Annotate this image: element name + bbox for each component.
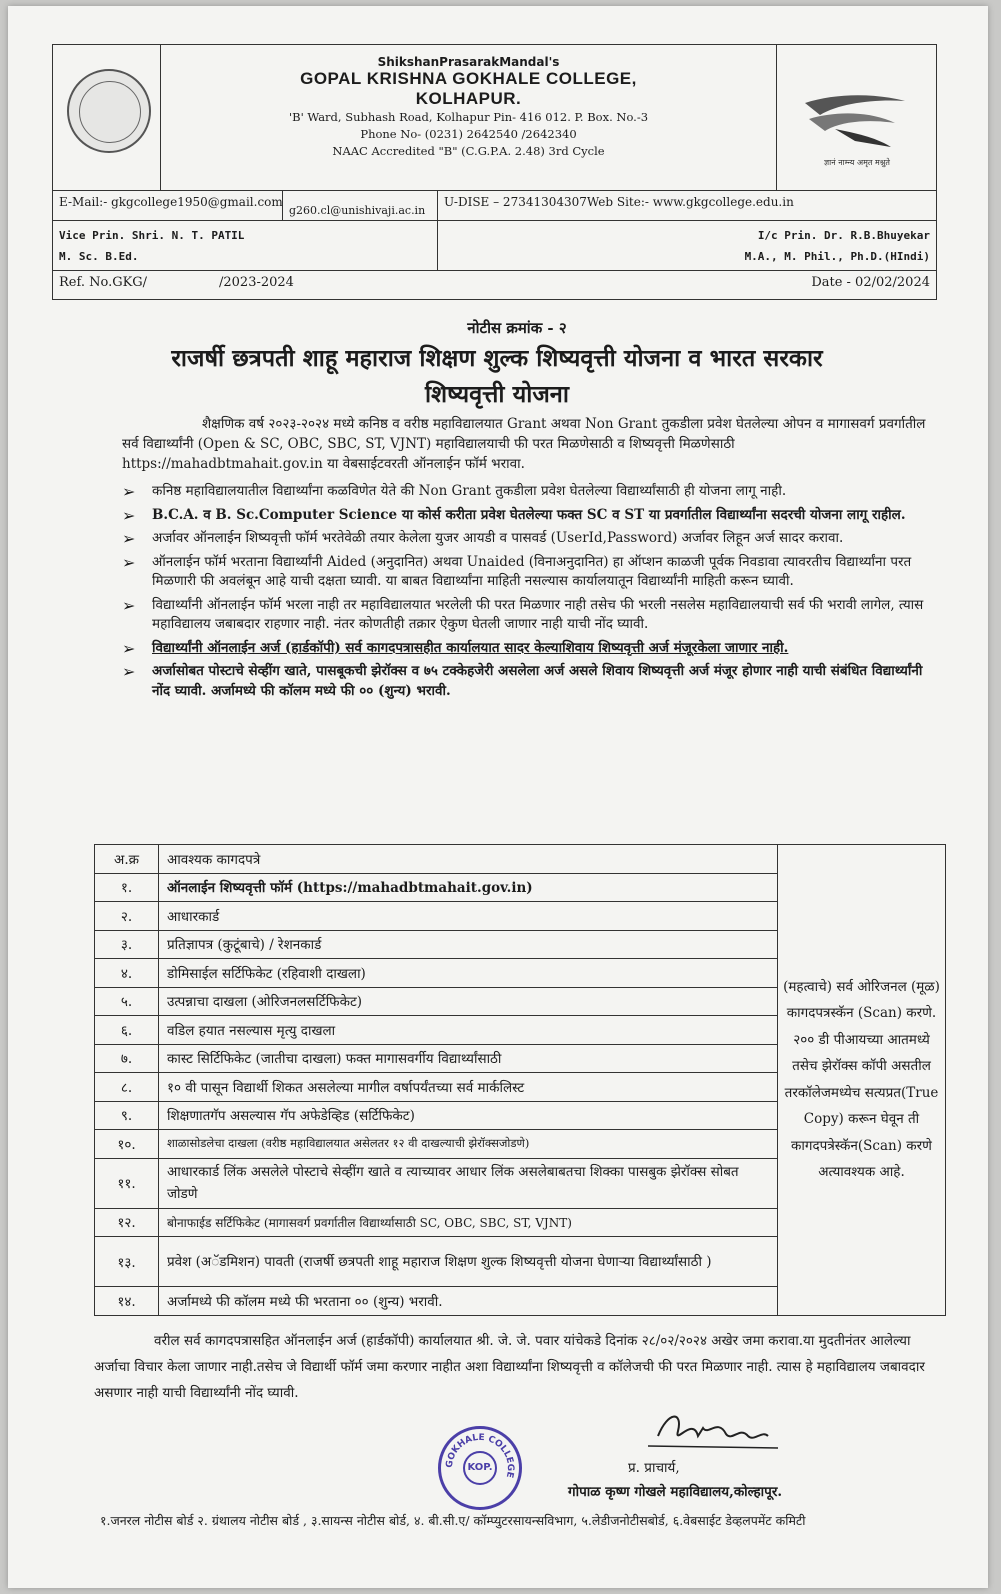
college-phone: Phone No- (0231) 2642540 /2642340: [360, 127, 577, 141]
vice-principal-qualification: M. Sc. B.Ed.: [59, 250, 139, 263]
instruction-item: [122, 482, 932, 502]
important-scan-note: (महत्वाचे) सर्व ओरिजनल (मूळ) कागदपत्रस्कॅन (Scan) करणे. २०० डी पीआयच्या आतमध्ये तसेच झेरॉक्स कॉपी असतील तरकॉलेजमध्येच सत्यप्रत(True Copy) करून घेवून ती कागदपत्रेस्कॅन(Scan) करणे अत्यावश्यक आहे.: [778, 845, 946, 1316]
college-emblem-box: [53, 45, 161, 191]
row-serial: १२.: [95, 1208, 159, 1237]
svg-text:GOKHALE COLLEGE: GOKHALE COLLEGE: [444, 1432, 516, 1479]
reference-number: Ref. No.GKG/: [59, 275, 148, 290]
college-logo-icon: [795, 93, 915, 153]
college-address: 'B' Ward, Subhash Road, Kolhapur Pin- 416 012. P. Box. No.-3: [288, 110, 649, 124]
instruction-text: B.C.A. व B. Sc.Computer Science या कोर्स करीता प्रवेश घेतलेल्या फक्त SC व ST या प्रवर्गातील विद्यार्थ्यांना सदरची योजना लागू राहील.: [152, 506, 906, 523]
row-serial: ९.: [95, 1101, 159, 1130]
table-header-row: [95, 845, 946, 874]
instruction-item: [122, 596, 932, 635]
instruction-text: अर्जासोबत पोस्टाचे सेव्हींग खाते, पासबूकची झेरॉक्स व ७५ टक्केहजेरी असलेला अर्ज असले शिवाय शिष्यवृत्ती अर्ज मंजूर होणार नाही याची संबंधित विद्यार्थ्यांनी नोंद घ्यावी. अर्जामध्ये फी कॉलम मध्ये फी ०० (शुन्य) भरावी.: [152, 663, 923, 699]
udise-website: U-DISE – 27341304307Web Site:- www.gkgcollege.edu.in: [444, 195, 794, 209]
row-serial: ७.: [95, 1044, 159, 1073]
notice-date: Date - 02/02/2024: [811, 275, 930, 290]
stamp-center-text: KOP.: [463, 1451, 497, 1485]
arrow-bullet-icon: ➢: [122, 638, 136, 658]
letterhead: [52, 44, 937, 300]
row-serial: १४.: [95, 1287, 159, 1316]
row-document: अर्जामध्ये फी कॉलम मध्ये फी भरताना ०० (शुन्य) भरावी.: [159, 1287, 778, 1316]
reference-year: /2023-2024: [219, 275, 294, 290]
row-serial: ३.: [95, 930, 159, 959]
notice-body: [52, 318, 942, 705]
instruction-text: कनिष्ठ महाविद्यालयातील विद्यार्थ्यांना कळविणेत येते की Non Grant तुकडीला प्रवेश घेतलेल्या विद्यार्थ्यांसाठी ही योजना लागू नाही.: [152, 483, 787, 499]
arrow-bullet-icon: ➢: [122, 505, 136, 525]
college-stamp: [438, 1426, 522, 1510]
row-serial: १०.: [95, 1130, 159, 1159]
row-document: शाळासोडलेचा दाखला (वरीष्ठ महाविद्यालयात असेलतर १२ वी दाखल्याची झेरॉक्सजोडणे): [159, 1130, 778, 1159]
instruction-item: [122, 639, 932, 659]
email-secondary: g260.cl@unishivaji.ac.in: [283, 191, 438, 220]
row-document: आधारकार्ड लिंक असलेले पोस्टाचे सेव्हींग खाते व त्याच्यावर आधार लिंक असलेबाबतचा शिक्का पासबुक झेरॉक्स सोबत जोडणे: [159, 1158, 778, 1208]
principal-block: [739, 221, 936, 270]
notice-number: नोटीस क्रमांक - २: [467, 319, 567, 337]
row-document: वडिल हयात नसल्यास मृत्यु दाखला: [159, 1016, 778, 1045]
closing-paragraph: वरील सर्व कागदपत्रासहित ऑनलाईन अर्ज (हार्डकॉपी) कार्यालयात श्री. जे. जे. पवार यांचेकडे दिनांक २८/०२/२०२४ अखेर जमा करावा.या मुदतीनंतर आलेल्या अर्जाचा विचार केला जाणार नाही.तसेच जे विद्यार्थी फॉर्म जमा करणार नाहीत अशा विद्यार्थ्यांना शिष्यवृत्ती व कॉलेजची फी परत मिळणार नाही. त्यास हे महाविद्यालय जबावदार असणार नाही याची विद्यार्थ्यांनी नोंद घ्यावी.: [94, 1333, 925, 1401]
principal-name: I/c Prin. Dr. R.B.Bhuyekar: [757, 229, 930, 242]
vice-principal-block: [53, 221, 438, 270]
row-serial: ११.: [95, 1158, 159, 1208]
instruction-text: ऑनलाईन फॉर्म भरताना विद्यार्थ्यांनी Aided (अनुदानित) अथवा Unaided (विनाअनुदानित) हा ऑप्शन काळजी पूर्वक निवडावा त्यावरतीच विद्यार्थ्यांना परत मिळणारी फी अवलंबून आहे याची दक्षता घ्यावी. या बाबत विद्यार्थ्यांना माहिती नसल्यास कार्यालयातून विद्यार्थ्यांनी माहिती करून घ्यावी.: [152, 553, 912, 589]
contact-row: [53, 191, 936, 221]
arrow-bullet-icon: ➢: [122, 595, 136, 615]
row-document: प्रवेश (अॅडमिशन) पावती (राजर्षी छत्रपती शाहू महाराज शिक्षण शुल्क शिष्यवृत्ती योजना घेणाऱ्या विद्यार्थ्यांसाठी ): [159, 1237, 778, 1287]
instruction-text: विद्यार्थ्यांनी ऑनलाईन अर्ज (हार्डकॉपी) सर्व कागदपत्रासहीत कार्यालयात सादर केल्याशिवाय शिष्यवृत्ती अर्ज मंजूरकेला जाणार नाही.: [152, 639, 789, 656]
signatory-college: गोपाळ कृष्ण गोखले महाविद्यालय,कोल्हापूर.: [568, 1484, 783, 1500]
row-document: ऑनलाईन शिष्यवृत्ती फॉर्म (https://mahadbtmahait.gov.in): [159, 873, 778, 902]
copy-to-list: १.जनरल नोटीस बोर्ड २. ग्रंथालय नोटीस बोर्ड , ३.सायन्स नोटीस बोर्ड, ४. बी.सी.ए/ कॉम्प्युटरसायन्सविभाग, ५.लेडीजनोटीसबोर्ड, ६.वेबसाईट डेव्हलपमेंट कमिटी: [100, 1513, 806, 1528]
arrow-bullet-icon: ➢: [122, 552, 136, 572]
row-serial: ५.: [95, 987, 159, 1016]
instruction-item: [122, 506, 932, 526]
instruction-item: [122, 553, 932, 592]
instruction-item: [122, 529, 932, 549]
header-documents: आवश्यक कागदपत्रे: [159, 845, 778, 874]
row-document: डोमिसाईल सर्टिफिकेट (रहिवाशी दाखला): [159, 959, 778, 988]
row-document: बोनाफाईड सर्टिफिकेट (मागासवर्ग प्रवर्गातील विद्यार्थ्यासाठी SC, OBC, SBC, ST, VJNT): [159, 1208, 778, 1237]
principal-qualification: M.A., M. Phil., Ph.D.(HIndi): [744, 250, 930, 263]
header-serial: अ.क्र: [95, 845, 159, 874]
college-logo-box: [776, 45, 936, 191]
row-serial: १.: [95, 873, 159, 902]
intro-paragraph: शैक्षणिक वर्ष २०२३-२०२४ मध्ये कनिष्ठ व वरीष्ठ महाविद्यालयात Grant अथवा Non Grant तुकडीला प्रवेश घेतलेल्या ओपन व मागासवर्ग प्रवर्गातील सर्व विद्यार्थ्यांनी (Open & SC, OBC, SBC, ST, VJNT) महाविद्यालयाची फी परत मिळणेसाठी व शिष्यवृत्ती मिळणेसाठी https://mahadbtmahait.gov.in या वेबसाईटवरती ऑनलाईन फॉर्म भरावा.: [122, 416, 926, 472]
arrow-bullet-icon: ➢: [122, 662, 136, 681]
arrow-bullet-icon: ➢: [122, 482, 136, 501]
notice-title-line1: राजर्षी छत्रपती शाहू महाराज शिक्षण शुल्क शिष्यवृत्ती योजना व भारत सरकार: [171, 344, 823, 372]
vice-principal-name: Vice Prin. Shri. N. T. PATIL: [59, 229, 245, 242]
instruction-text: अर्जावर ऑनलाईन शिष्यवृत्ती फॉर्म भरतेवेळी तयार केलेला युजर आयडी व पासवर्ड (UserId,Password) अर्जावर लिहून अर्ज सादर करावा.: [152, 530, 844, 546]
instruction-item: [122, 662, 932, 701]
college-name: GOPAL KRISHNA GOKHALE COLLEGE,: [300, 69, 637, 88]
row-document: शिक्षणातगॅप असल्यास गॅप अफेडेव्हिड (सर्टिफिकेट): [159, 1101, 778, 1130]
notice-sheet: [8, 6, 988, 1588]
logo-motto: ज्ञानं नाम्न्य अमृत मश्नुते: [824, 158, 890, 167]
reference-row: [53, 271, 936, 299]
arrow-bullet-icon: ➢: [122, 529, 136, 548]
row-document: उत्पन्नाचा दाखला (ओरिजनलसर्टिफिकेट): [159, 987, 778, 1016]
instruction-list: [52, 482, 942, 701]
college-emblem-icon: [67, 69, 151, 153]
row-serial: ८.: [95, 1073, 159, 1102]
principal-signature-icon: [648, 1406, 788, 1456]
signatory-title: प्र. प्राचार्य,: [628, 1460, 680, 1476]
row-serial: १३.: [95, 1237, 159, 1287]
notice-title-line2: शिष्यवृत्ती योजना: [425, 380, 569, 408]
row-document: आधारकार्ड: [159, 902, 778, 931]
row-serial: ४.: [95, 959, 159, 988]
letterhead-top: [53, 45, 936, 191]
row-document: प्रतिज्ञापत्र (कुटूंबाचे) / रेशनकार्ड: [159, 930, 778, 959]
letterhead-title-block: [161, 55, 776, 160]
row-document: कास्ट सिर्टिफिकेट (जातीचा दाखला) फक्त मागासवर्गीय विद्यार्थ्यांसाठी: [159, 1044, 778, 1073]
row-serial: २.: [95, 902, 159, 931]
principal-row: [53, 221, 936, 271]
row-serial: ६.: [95, 1016, 159, 1045]
required-documents-table: [94, 844, 946, 1316]
naac-accreditation: NAAC Accredited "B" (C.G.P.A. 2.48) 3rd Cycle: [332, 144, 605, 158]
email-primary: E-Mail:- gkgcollege1950@gmail.com: [53, 191, 283, 220]
row-document: १० वी पासून विद्यार्थी शिकत असलेल्या मागील वर्षापर्यंतच्या सर्व मार्कलिस्ट: [159, 1073, 778, 1102]
instruction-text: विद्यार्थ्यांनी ऑनलाईन फॉर्म भरला नाही तर महाविद्यालयात भरलेली फी परत मिळणार नाही तसेच फी भरली नसलेस महाविद्यालयाची सर्व फी भरावी लागेल, त्यास महाविद्यालय जबाबदार राहणार नाही. नंतर कोणतीही तक्रार ऐकुण घेतली जाणार नाही याची नोंद घ्यावी.: [152, 596, 924, 632]
college-city: KOLHAPUR.: [415, 89, 522, 108]
society-name: ShikshanPrasarakMandal's: [377, 55, 560, 69]
